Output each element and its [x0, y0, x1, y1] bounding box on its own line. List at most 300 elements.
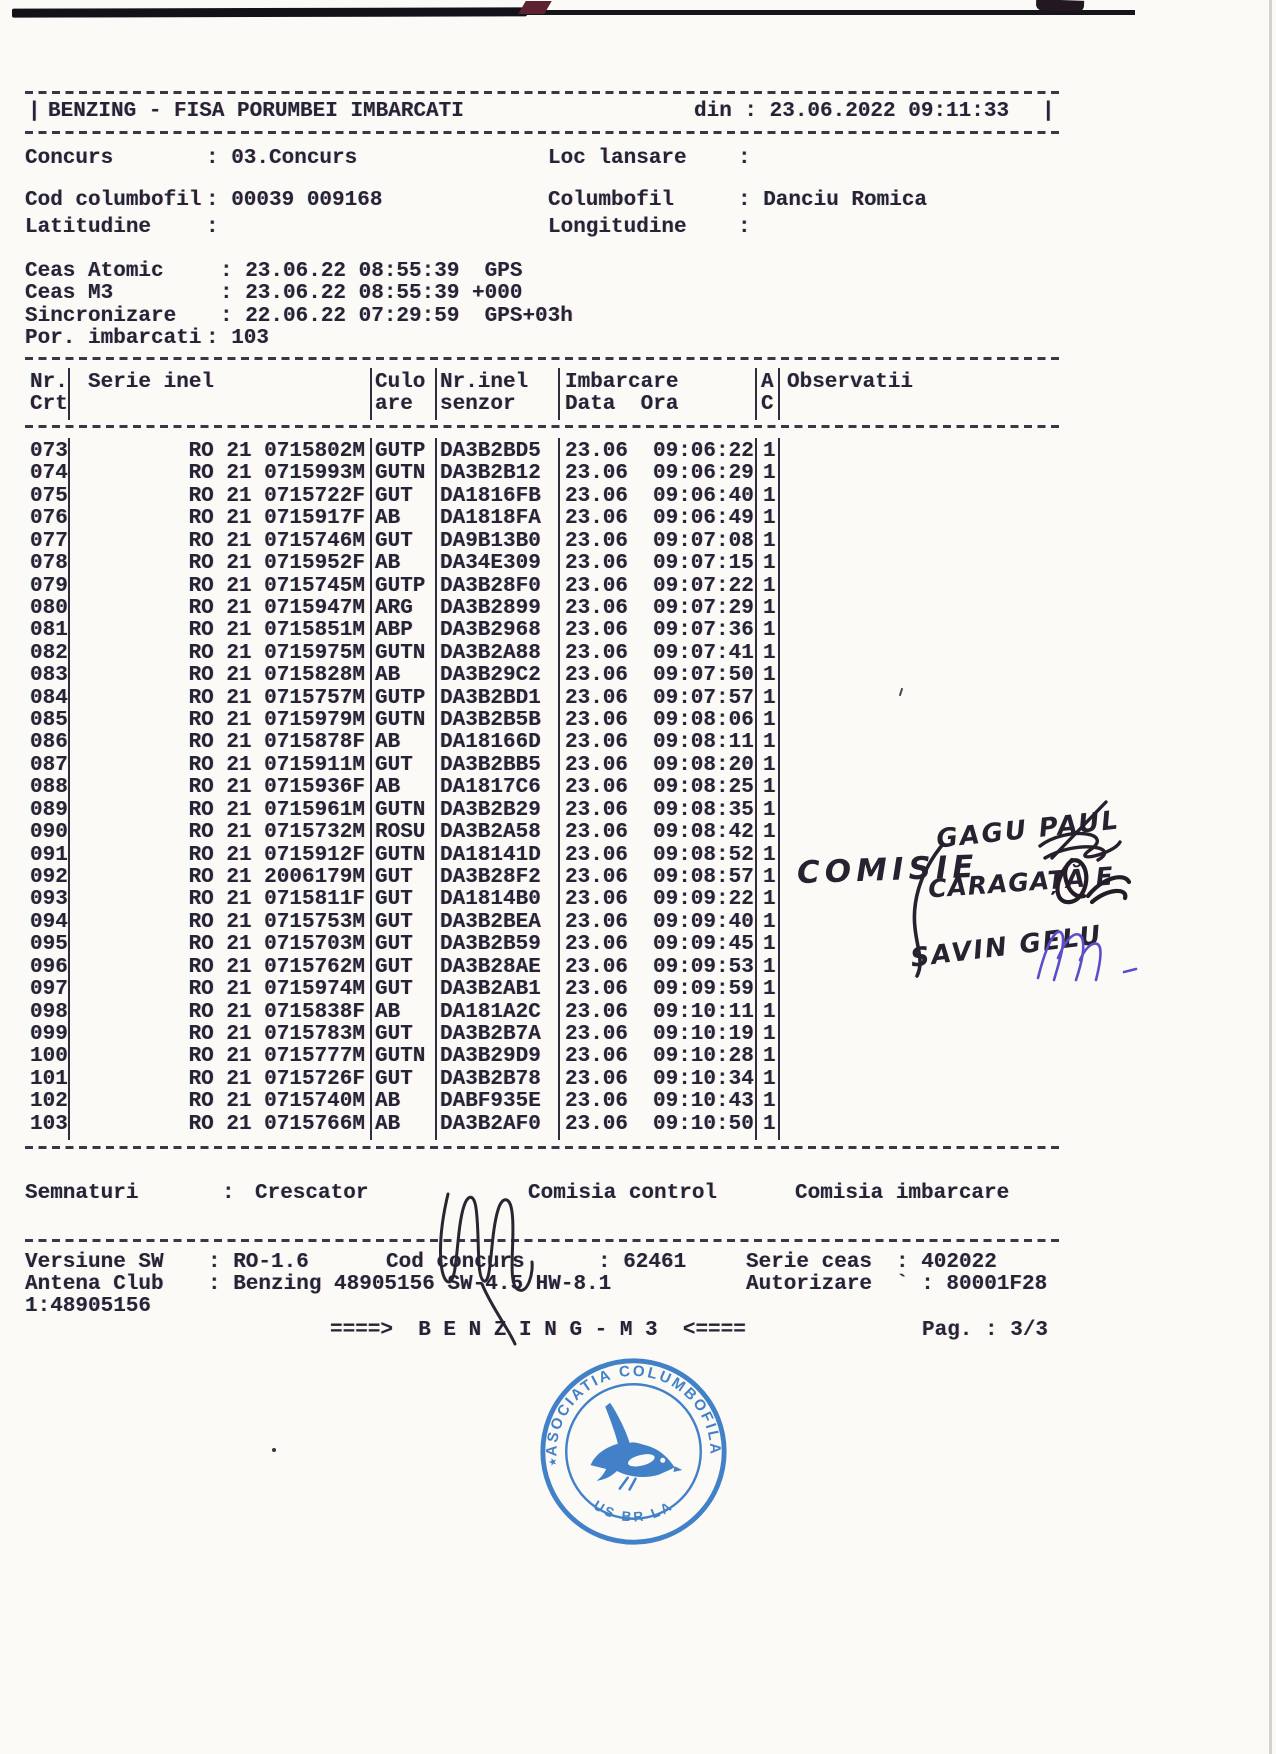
club-stamp: [536, 1354, 731, 1549]
serie-ceas-value: : 402022: [896, 1251, 997, 1274]
document-title: BENZING - FISA PORUMBEI IMBARCATI: [48, 100, 464, 123]
sensor-ring: DA3B2BEA: [440, 910, 541, 934]
table-column-divider: [435, 368, 437, 420]
printed-datetime: din : 23.06.2022 09:11:33: [694, 100, 1010, 123]
table-row: [25, 1024, 1062, 1046]
color-code: GUT: [375, 1067, 413, 1091]
boarding-date: 23.06: [565, 753, 629, 777]
row-number: 094: [30, 910, 68, 934]
concurs-value: : 03.Concurs: [206, 147, 358, 170]
table-row: [25, 531, 1062, 553]
row-number: 100: [30, 1045, 68, 1069]
boarding-date: 23.06: [565, 552, 629, 576]
boarding-date: 23.06: [565, 731, 629, 755]
boarding-time: 09:07:15: [653, 552, 754, 576]
ac-flag: 1: [763, 664, 776, 688]
ring-series: RO 21 0715993M: [188, 462, 365, 486]
table-row: [25, 979, 1062, 1001]
boarding-time: 09:08:20: [653, 753, 754, 777]
table-row: [25, 800, 1062, 822]
ac-flag: 1: [763, 619, 776, 643]
columbofil-value: : Danciu Romica: [738, 189, 928, 212]
table-row: [25, 1046, 1062, 1068]
cod-concurs-value: : 62461: [598, 1251, 687, 1274]
handwritten-name-gagu: GAGU PAUL: [934, 805, 1122, 855]
row-number: 099: [30, 1022, 68, 1046]
color-code: GUT: [375, 955, 413, 979]
table-row: [25, 665, 1062, 687]
ac-flag: 1: [763, 1090, 776, 1114]
header-imbarcare: Imbarcare: [565, 371, 679, 394]
versiune-sw-value: : RO-1.6: [208, 1251, 309, 1274]
ac-flag: 1: [763, 440, 776, 463]
boarding-date: 23.06: [565, 507, 629, 531]
star-icon: ★: [546, 1453, 560, 1472]
row-number: 090: [30, 821, 68, 845]
sensor-ring: DA3B28F0: [440, 574, 541, 598]
autorizare-label: Autorizare: [746, 1273, 873, 1296]
row-number: 073: [30, 440, 68, 463]
row-number: 086: [30, 731, 68, 755]
ring-series: RO 21 0715726F: [188, 1067, 365, 1091]
row-number: 092: [30, 865, 68, 889]
ring-series: RO 21 0715912F: [188, 843, 365, 867]
ceas-m3-value: : 23.06.22 08:55:39 +000: [220, 282, 523, 305]
ring-series: RO 21 0715783M: [188, 1022, 365, 1046]
row-number: 087: [30, 753, 68, 777]
dashed-separator: [25, 91, 1062, 94]
table-column-divider: [558, 368, 560, 420]
header-culoare-line2: are: [375, 393, 413, 416]
por-imbarcati-value: : 103: [206, 327, 270, 350]
columbofil-label: Columbofil: [548, 189, 675, 212]
ring-series: RO 21 0715811F: [188, 888, 365, 912]
sensor-ring: DA3B2BD1: [440, 686, 541, 710]
benzing-m3-banner: ====> B E N Z I N G - M 3 <====: [330, 1319, 746, 1342]
scan-artifact-top-bar: [12, 7, 527, 17]
ac-flag: 1: [763, 753, 776, 777]
color-code: GUT: [375, 933, 413, 957]
sensor-ring: DA3B2B12: [440, 462, 541, 486]
ring-series: RO 21 2006179M: [188, 865, 365, 889]
boarding-time: 09:09:22: [653, 888, 754, 912]
sensor-ring: DA3B2BD5: [440, 440, 541, 463]
header-data-ora: Data Ora: [565, 393, 679, 416]
table-row: [25, 1002, 1062, 1024]
handwritten-name-savin: SAVIN GELU: [908, 920, 1105, 974]
table-row: [25, 1091, 1062, 1113]
row-number: 089: [30, 798, 68, 822]
ac-flag: 1: [763, 798, 776, 822]
stamp-bottom-text-curve: [591, 1498, 676, 1525]
sensor-ring: DA3B2B29: [440, 798, 541, 822]
scan-speck-dot: [272, 1448, 276, 1452]
table-column-divider: [370, 368, 372, 420]
signatures-row: [0, 1183, 1276, 1206]
sensor-ring: DA3B2B5B: [440, 709, 541, 733]
dashed-separator: [25, 357, 1062, 360]
handwritten-brace: [898, 840, 948, 980]
header-observatii: Observatii: [787, 371, 914, 394]
boarding-time: 09:08:35: [653, 798, 754, 822]
color-code: GUTN: [375, 1045, 426, 1069]
comisia-control-label: Comisia control: [528, 1182, 718, 1205]
signature-savin-blue: [1028, 916, 1148, 994]
color-code: GUTN: [375, 798, 426, 822]
sensor-ring: DA3B2B7A: [440, 1022, 541, 1046]
color-code: GUTP: [375, 686, 426, 710]
header-nr-line2: Crt: [30, 393, 68, 416]
ring-series: RO 21 0715703M: [188, 933, 365, 957]
ac-flag: 1: [763, 843, 776, 867]
boarding-date: 23.06: [565, 686, 629, 710]
boarding-date: 23.06: [565, 709, 629, 733]
ac-flag: 1: [763, 865, 776, 889]
latitudine-value: :: [206, 216, 219, 239]
boarding-date: 23.06: [565, 978, 629, 1002]
ring-series: RO 21 0715766M: [188, 1112, 365, 1136]
table-row: [25, 755, 1062, 777]
footer-row-antena: [0, 1274, 1276, 1297]
antena-club-value: : Benzing 48905156 SW-4.5 HW-8.1: [208, 1273, 612, 1296]
color-code: GUT: [375, 910, 413, 934]
scan-artifact-corner-blob: [1036, 0, 1084, 12]
row-number: 097: [30, 978, 68, 1002]
color-code: GUTN: [375, 641, 426, 665]
longitudine-label: Longitudine: [548, 216, 687, 239]
ring-series: RO 21 0715722F: [188, 484, 365, 508]
dashed-separator: [25, 425, 1062, 428]
row-number: 103: [30, 1112, 68, 1136]
ac-flag: 1: [763, 484, 776, 508]
ac-flag: 1: [763, 552, 776, 576]
meta-row-ceas-atomic: [0, 261, 1276, 284]
pigeon-icon: [591, 1403, 683, 1490]
boarding-date: 23.06: [565, 933, 629, 957]
sensor-ring: DA34E309: [440, 552, 541, 576]
table-row: [25, 508, 1062, 530]
boarding-time: 09:07:57: [653, 686, 754, 710]
ceas-atomic-label: Ceas Atomic: [25, 260, 164, 283]
header-senzor-line2: senzor: [440, 393, 516, 416]
sensor-ring: DA3B2A88: [440, 641, 541, 665]
boarding-time: 09:09:45: [653, 933, 754, 957]
ac-flag: 1: [763, 1067, 776, 1091]
sensor-ring: DA3B29C2: [440, 664, 541, 688]
sensor-ring: DA1817C6: [440, 776, 541, 800]
boarding-date: 23.06: [565, 484, 629, 508]
serie-ceas-label: Serie ceas: [746, 1251, 873, 1274]
dashed-separator: [25, 1146, 1062, 1149]
color-code: ABP: [375, 619, 413, 643]
sensor-ring: DA3B28AE: [440, 955, 541, 979]
ac-flag: 1: [763, 709, 776, 733]
title-left-pipe: |: [28, 100, 41, 123]
ring-series: RO 21 0715777M: [188, 1045, 365, 1069]
stamp-top-text: ASOCIATIA COLUMBOFILA: [543, 1362, 724, 1457]
table-row: [25, 553, 1062, 575]
row-number: 098: [30, 1000, 68, 1024]
row-number: 076: [30, 507, 68, 531]
boarding-date: 23.06: [565, 865, 629, 889]
boarding-date: 23.06: [565, 798, 629, 822]
boarding-time: 09:09:40: [653, 910, 754, 934]
boarding-time: 09:06:40: [653, 484, 754, 508]
ac-flag: 1: [763, 731, 776, 755]
table-row: [25, 486, 1062, 508]
boarding-date: 23.06: [565, 440, 629, 463]
boarding-date: 23.06: [565, 821, 629, 845]
footer-row-antena-id: [0, 1296, 1276, 1319]
scan-artifact-top-bar-thin: [527, 10, 1135, 15]
boarding-date: 23.06: [565, 776, 629, 800]
sincronizare-label: Sincronizare: [25, 305, 177, 328]
sensor-ring: DA1814B0: [440, 888, 541, 912]
ring-series: RO 21 0715740M: [188, 1090, 365, 1114]
ac-flag: 1: [763, 955, 776, 979]
ring-series: RO 21 0715952F: [188, 552, 365, 576]
color-code: AB: [375, 552, 401, 576]
boarding-date: 23.06: [565, 1022, 629, 1046]
table-row: [25, 441, 1062, 463]
boarding-date: 23.06: [565, 462, 629, 486]
color-code: GUTN: [375, 709, 426, 733]
boarding-date: 23.06: [565, 619, 629, 643]
row-number: 088: [30, 776, 68, 800]
cod-columbofil-label: Cod columbofil: [25, 189, 202, 212]
boarding-time: 09:06:49: [653, 507, 754, 531]
ring-series: RO 21 0715828M: [188, 664, 365, 688]
boarding-time: 09:10:34: [653, 1067, 754, 1091]
boarding-date: 23.06: [565, 1045, 629, 1069]
ac-flag: 1: [763, 1045, 776, 1069]
cod-concurs-label: Cod concurs: [386, 1251, 525, 1274]
boarding-time: 09:10:11: [653, 1000, 754, 1024]
boarding-time: 09:07:36: [653, 619, 754, 643]
row-number: 096: [30, 955, 68, 979]
header-ac-line2: C: [761, 393, 774, 416]
sensor-ring: DA3B2A58: [440, 821, 541, 845]
ring-series: RO 21 0715974M: [188, 978, 365, 1002]
sensor-ring: DABF935E: [440, 1090, 541, 1114]
boarding-time: 09:10:43: [653, 1090, 754, 1114]
color-code: GUT: [375, 529, 413, 553]
stamp-bottom-text: US BR LA: [590, 1497, 677, 1525]
row-number: 078: [30, 552, 68, 576]
color-code: AB: [375, 664, 401, 688]
header-serie-inel: Serie inel: [88, 371, 215, 394]
title-right-pipe: |: [1042, 100, 1055, 123]
row-number: 083: [30, 664, 68, 688]
ring-series: RO 21 0715746M: [188, 529, 365, 553]
document-title-row: [0, 101, 1276, 124]
meta-row-sincronizare: [0, 306, 1276, 329]
header-senzor-line1: Nr.inel: [440, 371, 529, 394]
ring-series: RO 21 0715979M: [188, 709, 365, 733]
sensor-ring: DA9B13B0: [440, 529, 541, 553]
boarding-time: 09:07:29: [653, 596, 754, 620]
table-row: [25, 710, 1062, 732]
ring-series: RO 21 0715878F: [188, 731, 365, 755]
boarding-time: 09:07:22: [653, 574, 754, 598]
color-code: GUT: [375, 753, 413, 777]
ac-flag: 1: [763, 888, 776, 912]
ac-flag: 1: [763, 910, 776, 934]
header-culoare-line1: Culo: [375, 371, 426, 394]
longitudine-value: :: [738, 216, 751, 239]
footer-row-versiune: [0, 1252, 1276, 1275]
row-number: 082: [30, 641, 68, 665]
crescator-label: Crescator: [255, 1182, 369, 1205]
boarding-date: 23.06: [565, 910, 629, 934]
color-code: GUT: [375, 1022, 413, 1046]
latitudine-label: Latitudine: [25, 216, 152, 239]
boarding-time: 09:10:28: [653, 1045, 754, 1069]
boarding-time: 09:07:08: [653, 529, 754, 553]
color-code: ARG: [375, 596, 413, 620]
color-code: GUTP: [375, 574, 426, 598]
boarding-date: 23.06: [565, 574, 629, 598]
ring-series: RO 21 0715936F: [188, 776, 365, 800]
ring-series: RO 21 0715732M: [188, 821, 365, 845]
ring-series: RO 21 0715851M: [188, 619, 365, 643]
sensor-ring: DA3B2AB1: [440, 978, 541, 1002]
boarding-time: 09:08:57: [653, 865, 754, 889]
ac-flag: 1: [763, 574, 776, 598]
table-row: [25, 1069, 1062, 1091]
table-row: [25, 1114, 1062, 1136]
color-code: AB: [375, 776, 401, 800]
table-row: [25, 620, 1062, 642]
boarding-date: 23.06: [565, 955, 629, 979]
ring-series: RO 21 0715762M: [188, 955, 365, 979]
ac-flag: 1: [763, 776, 776, 800]
ceas-m3-label: Ceas M3: [25, 282, 114, 305]
handwritten-comisie: COMISIE: [796, 848, 980, 892]
ac-flag: 1: [763, 1000, 776, 1024]
row-number: 080: [30, 596, 68, 620]
handwritten-name-caragata: CARAGAȚĂ E: [927, 861, 1115, 904]
boarding-time: 09:08:42: [653, 821, 754, 845]
boarding-date: 23.06: [565, 664, 629, 688]
dashed-separator: [25, 131, 1062, 134]
autorizare-value: ` : 80001F28: [896, 1273, 1048, 1296]
ac-flag: 1: [763, 1022, 776, 1046]
row-number: 084: [30, 686, 68, 710]
color-code: GUTN: [375, 462, 426, 486]
table-row: [25, 732, 1062, 754]
color-code: GUT: [375, 978, 413, 1002]
boarding-time: 09:06:22: [653, 440, 754, 463]
header-nr-line1: Nr.: [30, 371, 68, 394]
table-row: [25, 463, 1062, 485]
ac-flag: 1: [763, 933, 776, 957]
row-number: 091: [30, 843, 68, 867]
sensor-ring: DA3B29D9: [440, 1045, 541, 1069]
color-code: AB: [375, 1090, 401, 1114]
ring-series: RO 21 0715802M: [188, 440, 365, 463]
sensor-ring: DA3B2B59: [440, 933, 541, 957]
semnaturi-colon: :: [222, 1182, 235, 1205]
table-column-divider: [68, 368, 70, 420]
row-number: 101: [30, 1067, 68, 1091]
ring-series: RO 21 0715745M: [188, 574, 365, 598]
ring-series: RO 21 0715917F: [188, 507, 365, 531]
boarding-date: 23.06: [565, 1000, 629, 1024]
color-code: GUT: [375, 484, 413, 508]
table-body: [25, 441, 1062, 1141]
cod-columbofil-value: : 00039 009168: [206, 189, 383, 212]
ring-series: RO 21 0715961M: [188, 798, 365, 822]
meta-row-coords: [0, 217, 1276, 240]
sensor-ring: DA3B2AF0: [440, 1112, 541, 1136]
table-row: [25, 777, 1062, 799]
meta-row-concurs: [0, 148, 1276, 171]
row-number: 081: [30, 619, 68, 643]
color-code: GUT: [375, 888, 413, 912]
color-code: AB: [375, 1112, 401, 1136]
sensor-ring: DA18141D: [440, 843, 541, 867]
boarding-time: 09:08:25: [653, 776, 754, 800]
color-code: GUTN: [375, 843, 426, 867]
sensor-ring: DA3B28F2: [440, 865, 541, 889]
boarding-date: 23.06: [565, 641, 629, 665]
ring-series: RO 21 0715975M: [188, 641, 365, 665]
table-header-row-2: [0, 394, 1276, 417]
sensor-ring: DA3B2B78: [440, 1067, 541, 1091]
meta-row-columbofil: [0, 190, 1276, 213]
boarding-time: 09:08:52: [653, 843, 754, 867]
boarding-time: 09:08:06: [653, 709, 754, 733]
row-number: 075: [30, 484, 68, 508]
ac-flag: 1: [763, 529, 776, 553]
boarding-date: 23.06: [565, 596, 629, 620]
boarding-date: 23.06: [565, 529, 629, 553]
boarding-time: 09:10:19: [653, 1022, 754, 1046]
color-code: AB: [375, 1000, 401, 1024]
color-code: GUTP: [375, 440, 426, 463]
table-row: [25, 576, 1062, 598]
boarding-date: 23.06: [565, 843, 629, 867]
ac-flag: 1: [763, 507, 776, 531]
comisia-imbarcare-label: Comisia imbarcare: [795, 1182, 1010, 1205]
versiune-sw-label: Versiune SW: [25, 1251, 164, 1274]
ring-series: RO 21 0715911M: [188, 753, 365, 777]
loc-lansare-value: :: [738, 147, 751, 170]
footer-row-banner: [0, 1320, 1276, 1343]
color-code: AB: [375, 731, 401, 755]
row-number: 095: [30, 933, 68, 957]
row-number: 093: [30, 888, 68, 912]
ac-flag: 1: [763, 821, 776, 845]
ceas-atomic-value: : 23.06.22 08:55:39 GPS: [220, 260, 523, 283]
table-header-row-1: [0, 372, 1276, 395]
row-number: 077: [30, 529, 68, 553]
ac-flag: 1: [763, 462, 776, 486]
ac-flag: 1: [763, 596, 776, 620]
sensor-ring: DA3B2899: [440, 596, 541, 620]
color-code: AB: [375, 507, 401, 531]
antena-club-label: Antena Club: [25, 1273, 164, 1296]
ring-series: RO 21 0715947M: [188, 596, 365, 620]
page-number: Pag. : 3/3: [922, 1319, 1049, 1342]
ring-series: RO 21 0715753M: [188, 910, 365, 934]
sensor-ring: DA18166D: [440, 731, 541, 755]
boarding-date: 23.06: [565, 1112, 629, 1136]
sensor-ring: DA1818FA: [440, 507, 541, 531]
row-number: 074: [30, 462, 68, 486]
ac-flag: 1: [763, 686, 776, 710]
